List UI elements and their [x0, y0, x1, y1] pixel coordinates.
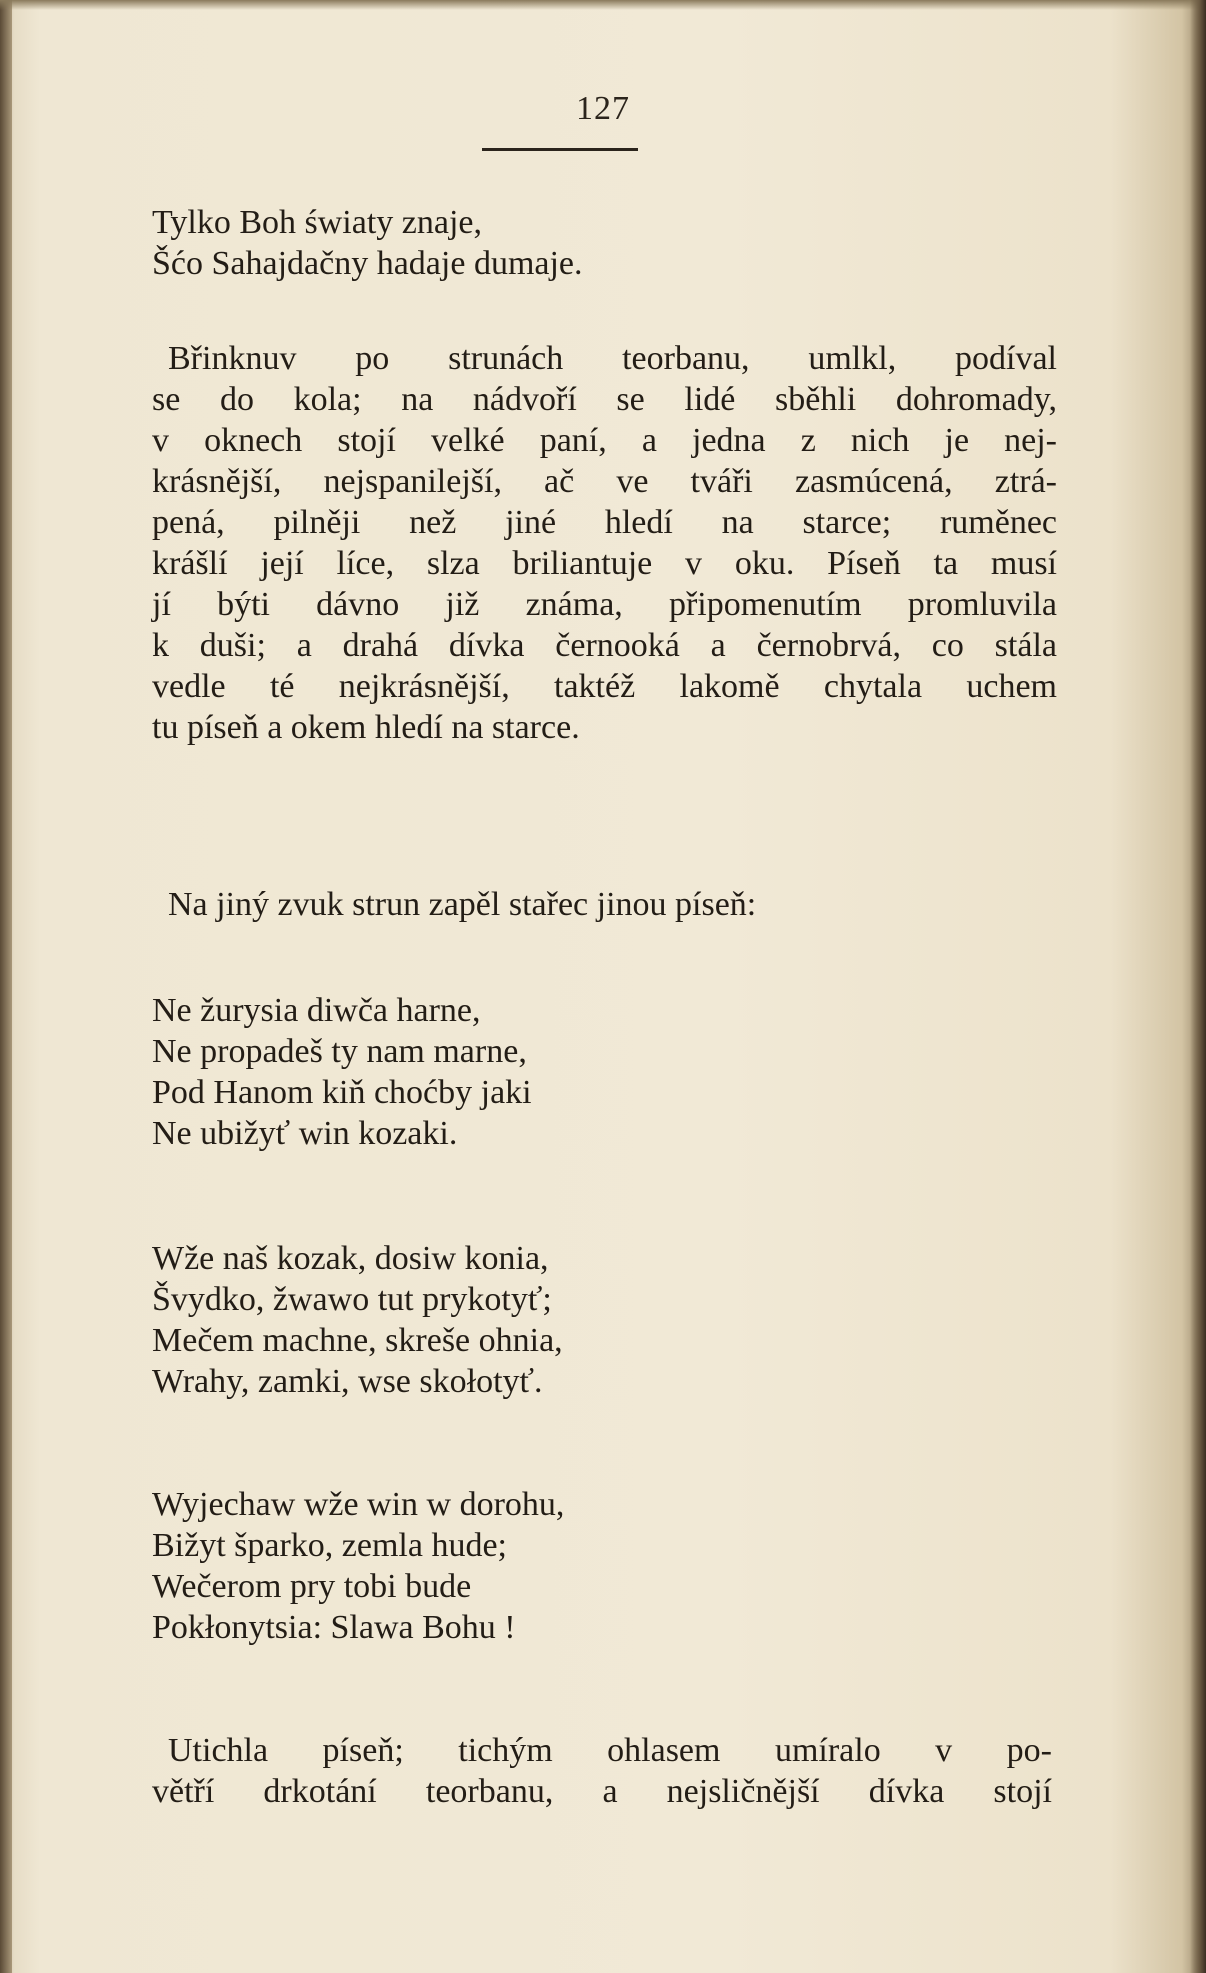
prose-line: pená, pilněji než jiné hledí na starce; ruměnec [152, 504, 1057, 541]
book-binding [0, 0, 12, 1973]
page-right-edge [1190, 0, 1206, 1973]
verse-line: Šćo Sahajdačny hadaje dumaje. [152, 245, 583, 282]
prose-line: v oknech stojí velké paní, a jedna z nich je nej- [152, 422, 1057, 459]
prose-line: Břinknuv po strunách teorbanu, umlkl, podíval [168, 340, 1057, 377]
verse-line: Ne ubižyť win kozaki. [152, 1115, 458, 1152]
verse-line: Wečerom pry tobi bude [152, 1568, 472, 1605]
paragraph-1 [152, 338, 1057, 748]
prose-line: Utichla píseň; tichým ohlasem umíralo v po- [168, 1732, 1052, 1769]
paragraph-3 [152, 1730, 1052, 1812]
paragraph-2 [152, 884, 1057, 925]
intro-stanza [152, 202, 1057, 284]
prose-line: větří drkotání teorbanu, a nejsličnější dívka stojí [152, 1773, 1052, 1810]
verse-line: Tylko Boh światy znaje, [152, 204, 483, 241]
prose-line: tu píseň a okem hledí na starce. [152, 709, 580, 746]
verse-line: Mečem machne, skreše ohnia, [152, 1322, 563, 1359]
prose-line: vedle té nejkrásnější, taktéž lakomě chytala uchem [152, 668, 1057, 705]
prose-line: krášlí její líce, slza briliantuje v oku. Píseň ta musí [152, 545, 1057, 582]
prose-line: k duši; a drahá dívka černooká a černobrvá, co stála [152, 627, 1057, 664]
verse-line: Wrahy, zamki, wse skołotyť. [152, 1363, 543, 1400]
verse-line: Švydko, žwawo tut prykotyť; [152, 1281, 552, 1318]
verse-line: Bižyt šparko, zemla hude; [152, 1527, 508, 1564]
verse-line: Ne propadeš ty nam marne, [152, 1033, 527, 1070]
prose-line: Na jiný zvuk strun zapěl stařec jinou píseň: [168, 886, 757, 923]
verse-line: Wže naš kozak, dosiw konia, [152, 1240, 549, 1277]
song-stanza-1 [152, 990, 1057, 1154]
verse-line: Ne žurysia diwča harne, [152, 992, 481, 1029]
page-top-edge [0, 0, 1206, 10]
verse-line: Pod Hanom kiň choćby jaki [152, 1074, 532, 1111]
song-stanza-2 [152, 1238, 1057, 1402]
verse-line: Pokłonytsia: Slawa Bohu ! [152, 1609, 516, 1646]
prose-line: krásnější, nejspanilejší, ač ve tváři zasmúcená, ztrá- [152, 463, 1057, 500]
verse-line: Wyjechaw wže win w dorohu, [152, 1486, 565, 1523]
prose-line: jí býti dávno již známa, připomenutím promluvila [152, 586, 1057, 623]
song-stanza-3 [152, 1484, 1057, 1648]
prose-line: se do kola; na nádvoří se lidé sběhli dohromady, [152, 381, 1057, 418]
page-number-rule [482, 148, 638, 151]
page-number: 127 [576, 90, 630, 127]
